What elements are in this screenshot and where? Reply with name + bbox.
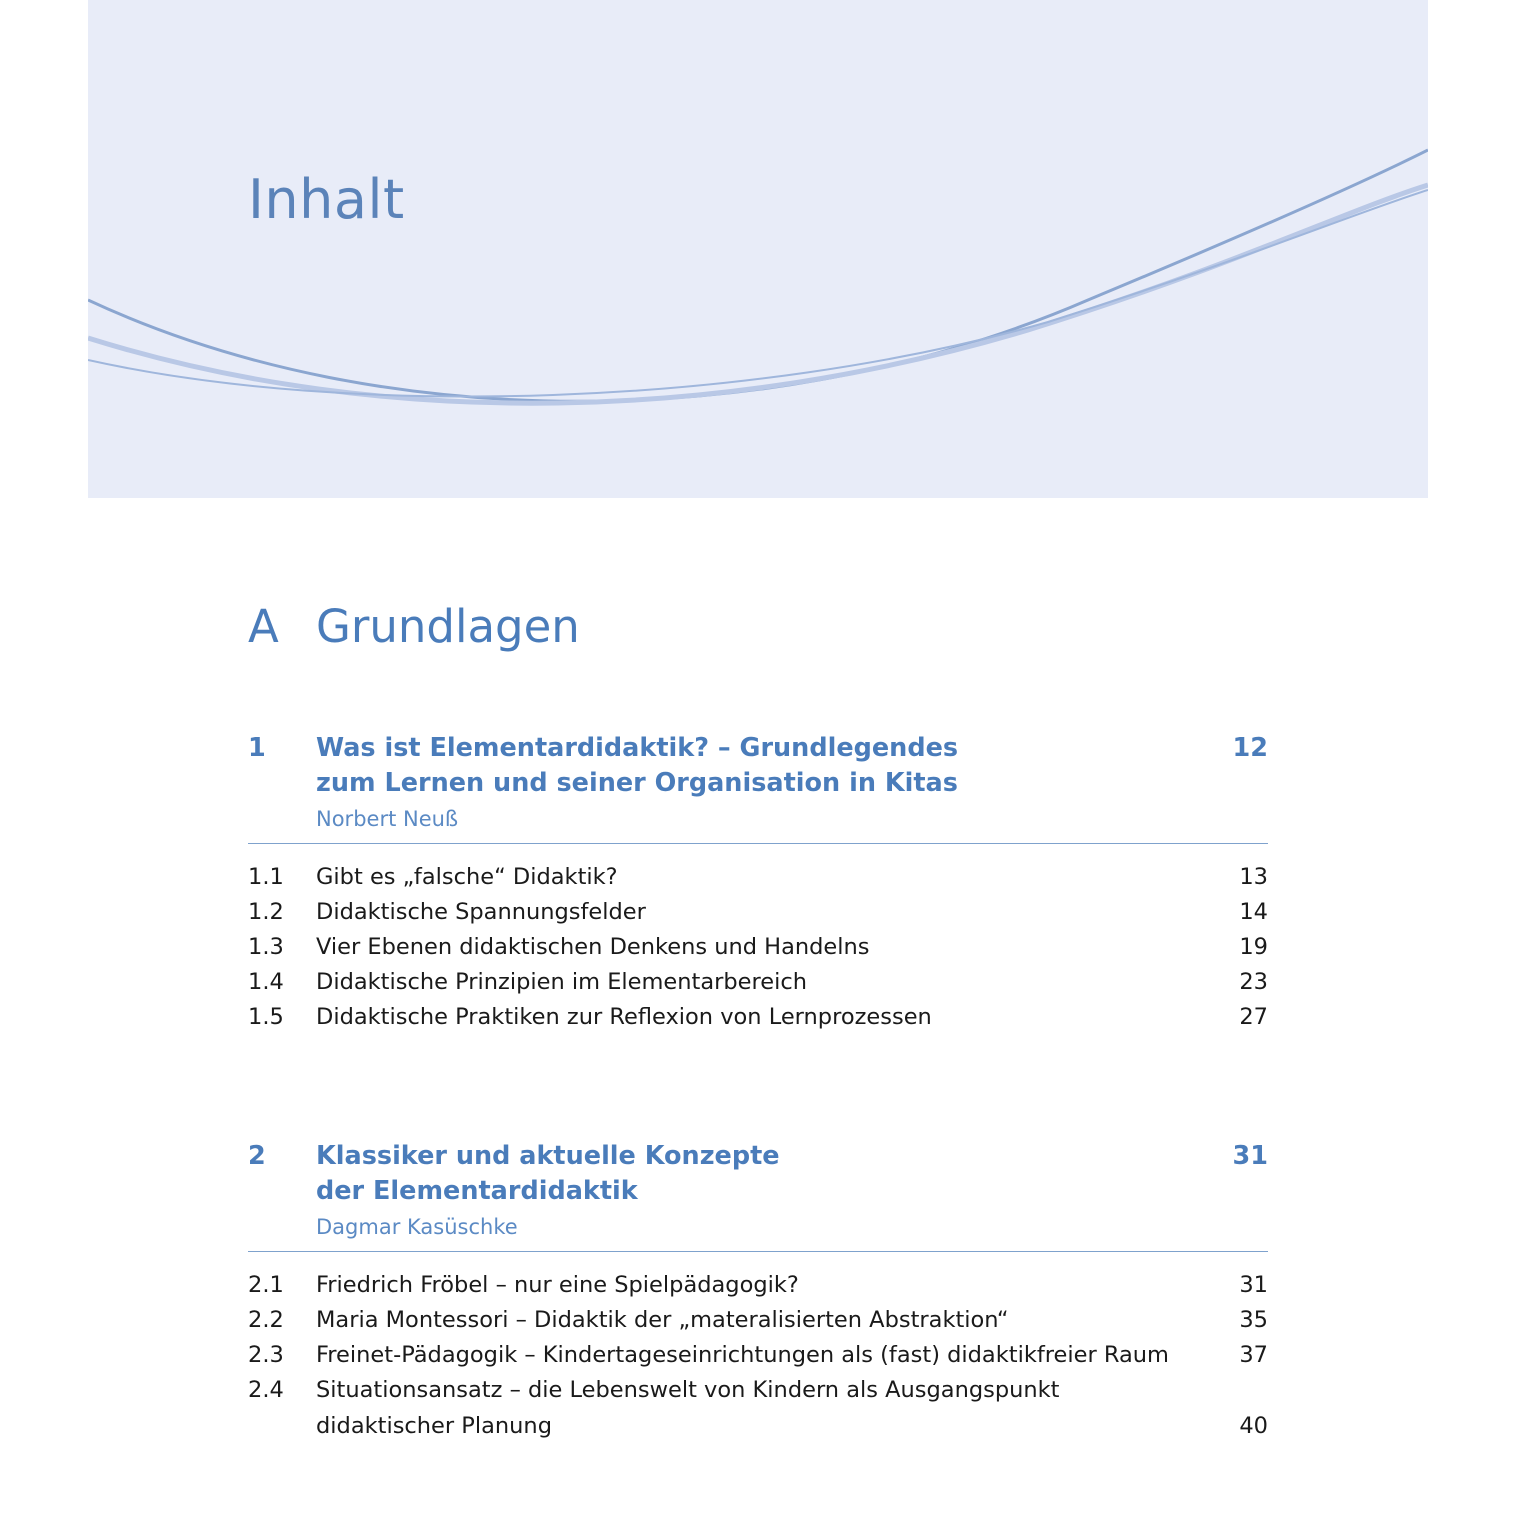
chapter-number: 1 bbox=[248, 733, 266, 763]
chapter-heading[interactable] bbox=[248, 731, 1268, 801]
list-item[interactable] bbox=[248, 1303, 1268, 1338]
list-item[interactable] bbox=[248, 860, 1268, 895]
section-page-number: 37 bbox=[1239, 1342, 1268, 1369]
section-page-number: 31 bbox=[1239, 1272, 1268, 1299]
section-number: 1.3 bbox=[248, 934, 284, 961]
section-page-number: 13 bbox=[1239, 863, 1268, 890]
section-number: 1.4 bbox=[248, 969, 284, 996]
section-number: 1.1 bbox=[248, 863, 284, 890]
part-heading bbox=[248, 600, 1268, 653]
chapter-entry bbox=[248, 1139, 1268, 1443]
section-label: Freinet-Pädagogik – Kindertageseinrichtungen als (fast) didaktikfreier Raum bbox=[316, 1342, 1169, 1369]
list-item[interactable] bbox=[248, 895, 1268, 930]
chapter-author: Norbert Neuß bbox=[316, 806, 459, 831]
chapter-title-line2: der Elementardidaktik bbox=[316, 1176, 638, 1207]
chapter-heading[interactable] bbox=[248, 1139, 1268, 1209]
section-page-number: 23 bbox=[1239, 969, 1268, 996]
section-number: 2.2 bbox=[248, 1307, 284, 1334]
section-page-number: 27 bbox=[1239, 1004, 1268, 1031]
section-list bbox=[248, 860, 1268, 1035]
part-letter: A bbox=[248, 600, 279, 653]
list-item[interactable] bbox=[248, 1373, 1268, 1443]
section-list bbox=[248, 1268, 1268, 1443]
chapter-divider bbox=[248, 1251, 1268, 1252]
section-label: Didaktische Spannungsfelder bbox=[316, 898, 646, 925]
decorative-swoosh bbox=[88, 0, 1428, 498]
chapter-divider bbox=[248, 843, 1268, 844]
section-label: Didaktische Praktiken zur Reflexion von Lernprozessen bbox=[316, 1004, 932, 1031]
list-item[interactable] bbox=[248, 930, 1268, 965]
chapter-entry bbox=[248, 731, 1268, 1035]
section-page-number: 19 bbox=[1239, 934, 1268, 961]
section-number: 1.2 bbox=[248, 898, 284, 925]
section-label: Didaktische Prinzipien im Elementarbereich bbox=[316, 969, 808, 996]
chapter-title-line1: Was ist Elementardidaktik? – Grundlegendes bbox=[316, 733, 959, 763]
list-item[interactable] bbox=[248, 1338, 1268, 1373]
header-band bbox=[88, 0, 1428, 498]
chapter-title bbox=[316, 731, 1198, 801]
section-label: Friedrich Fröbel – nur eine Spielpädagogik? bbox=[316, 1272, 799, 1299]
section-page-number: 35 bbox=[1239, 1307, 1268, 1334]
section-label: Situationsansatz – die Lebenswelt von Kindern als Ausgangspunkt didaktischer Planung bbox=[316, 1377, 1060, 1439]
part-title-text: Grundlagen bbox=[316, 600, 580, 653]
list-item[interactable] bbox=[248, 965, 1268, 1000]
page-title: Inhalt bbox=[248, 168, 405, 231]
section-label: Gibt es „falsche“ Didaktik? bbox=[316, 863, 618, 890]
chapter-number: 2 bbox=[248, 1141, 266, 1172]
section-page-number: 14 bbox=[1239, 898, 1268, 925]
chapter-title-line1: Klassiker und aktuelle Konzepte bbox=[316, 1141, 780, 1172]
section-number: 2.1 bbox=[248, 1272, 284, 1299]
section-number: 2.4 bbox=[248, 1377, 284, 1404]
chapter-page-number: 31 bbox=[1232, 1141, 1268, 1172]
section-number: 1.5 bbox=[248, 1004, 284, 1031]
section-page-number: 40 bbox=[1239, 1412, 1268, 1439]
chapter-title bbox=[316, 1139, 1198, 1209]
section-label: Maria Montessori – Didaktik der „materalisierten Abstraktion“ bbox=[316, 1307, 1009, 1334]
chapter-page-number: 12 bbox=[1232, 733, 1268, 763]
chapter-title-line2: zum Lernen und seiner Organisation in Kitas bbox=[316, 767, 958, 798]
section-label: Vier Ebenen didaktischen Denkens und Handelns bbox=[316, 934, 870, 961]
list-item[interactable] bbox=[248, 1268, 1268, 1303]
list-item[interactable] bbox=[248, 1000, 1268, 1035]
section-spacer bbox=[248, 1077, 1268, 1139]
chapter-author: Dagmar Kasüschke bbox=[316, 1215, 518, 1240]
toc-content bbox=[248, 600, 1268, 1486]
section-number: 2.3 bbox=[248, 1342, 284, 1369]
